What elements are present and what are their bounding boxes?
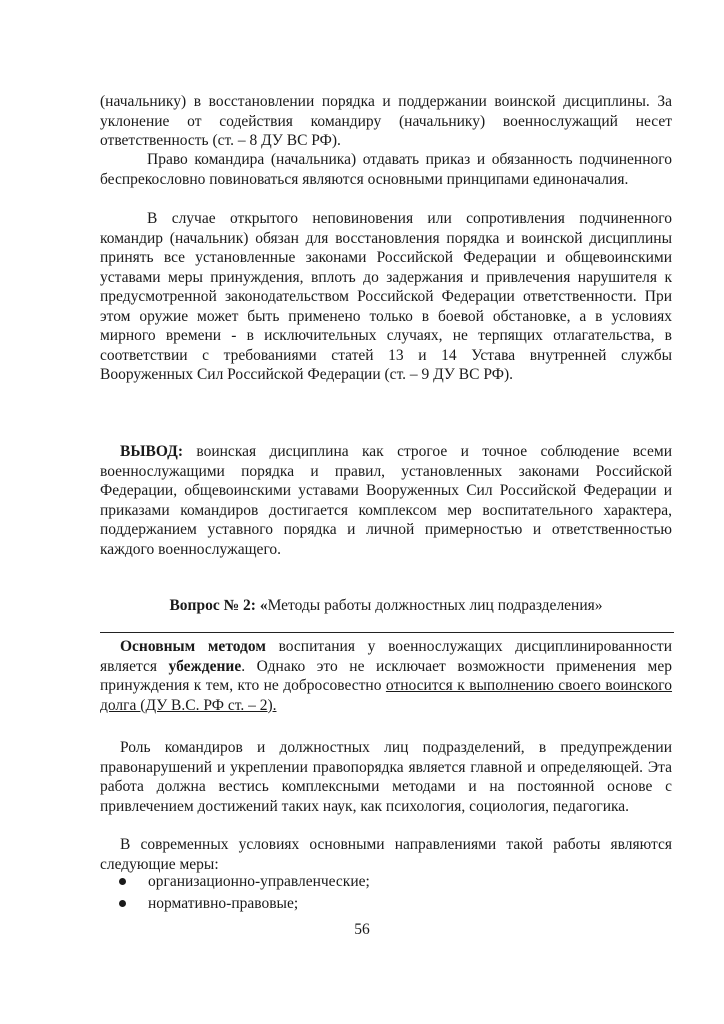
question-title: Методы работы должностных лиц подразделения» [267, 597, 603, 614]
method-underlined-reference: относится к выполнению своего воинского долга (ДУ В.С. РФ ст. – 2). [100, 677, 673, 714]
method-bold-persuasion: убеждение [168, 657, 242, 675]
method-text-2: . Однако это не исключает возможности применения мер принуждения к тем, кто не добросовестно [100, 657, 672, 694]
list-item [100, 893, 672, 915]
paragraph-disobedience: В случае открытого неповиновения или сопротивления подчиненного командир (начальник) обязан для восстановления порядка и воинской дисциплины принять все установленные законами Российской Федерации и общевоинскими уставами меры принуждения, вплоть до задержания и привлечения нарушителя к предусмотренной законодательством Российской Федерации ответственности. При этом оружие может быть применено только в боевой обстановке, а в условиях мирного времени - в исключительных случаях, не терпящих отлагательства, в соответствии с требованиями статей 13 и 14 Устава внутренней службы Вооруженных Сил Российской Федерации (ст. – 9 ДУ ВС РФ). [100, 210, 672, 383]
paragraph-responsibility: (начальнику) в восстановлении порядка и поддержании воинской дисциплины. За уклонение от содействия командиру (начальнику) военнослужащий несет ответственность (ст. – 8 ДУ ВС РФ). [100, 93, 672, 149]
list-item-text: организационно-управленческие; [148, 873, 370, 890]
measures-list [100, 871, 672, 915]
bullet-icon [119, 900, 126, 907]
list-item [100, 871, 672, 893]
conclusion-paragraph [100, 442, 672, 559]
conclusion-text: воинская дисциплина как строгое и точное соблюдение всеми военнослужащими порядка и правил, установленных законами Российской Федерации, общевоинскими уставами Вооруженных Сил Российской Федерации и приказами командиров достигается комплексом мер воспитательного характера, поддержанием уставного порядка и личной примерностью и ответственностью каждого военнослужащего. [100, 443, 672, 558]
bullet-icon [119, 878, 126, 885]
section-divider [100, 632, 674, 633]
question-heading [100, 596, 672, 616]
method-text-1: воспитания у военнослужащих дисциплинированности является [100, 638, 672, 675]
paragraph-unity-of-command: Право командира (начальника) отдавать приказ и обязанность подчиненного беспрекословно повиноваться являются основными принципами единоначалия. [100, 151, 672, 188]
page-number: 56 [354, 921, 370, 938]
list-item-text: нормативно-правовые; [148, 895, 299, 912]
question-label: Вопрос № 2: « [169, 597, 268, 614]
paragraph-commanders-role: Роль командиров и должностных лиц подразделений, в предупреждении правонарушений и укреплении правопорядка является главной и определяющей. Эта работа должна вестись комплексными методами и на постоянной основе с привлечением достижений таких наук, как психология, социология, педагогика. [100, 739, 672, 815]
paragraph-directions: В современных условиях основными направлениями такой работы являются следующие меры: [100, 836, 672, 873]
method-bold-main: Основным методом [120, 638, 266, 655]
conclusion-label: ВЫВОД: [120, 443, 184, 460]
method-paragraph [100, 637, 672, 715]
